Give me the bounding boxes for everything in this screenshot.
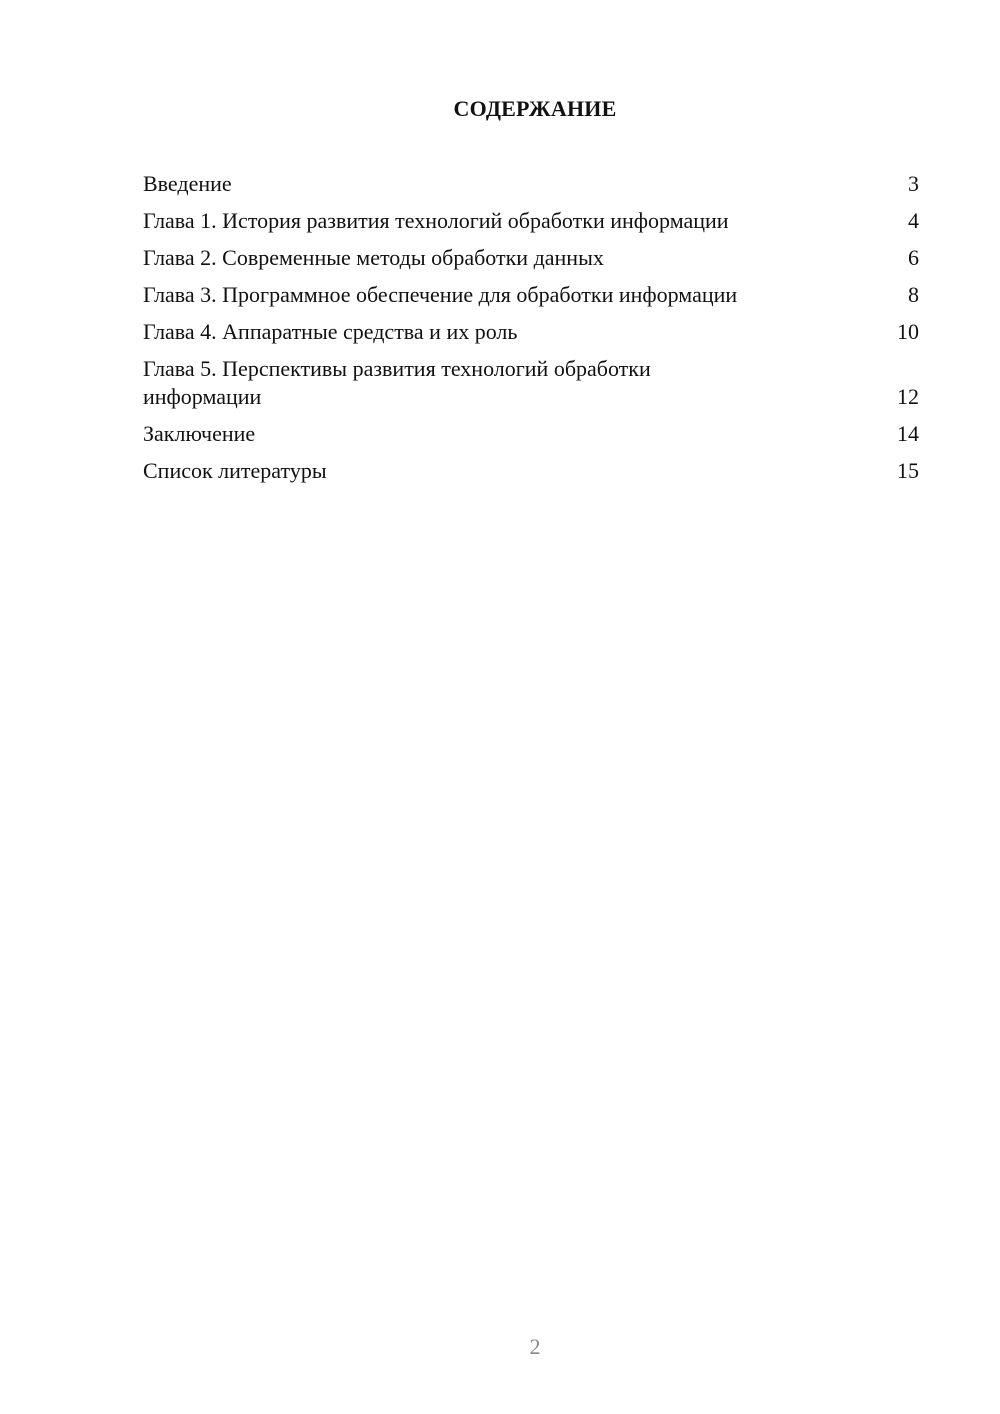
page-number: 2: [529, 1334, 541, 1359]
toc-entry-page: 10: [897, 319, 919, 344]
toc-entry-label: Список литературы: [143, 458, 327, 483]
toc-entry-label: Глава 5. Перспективы развития технологий обработки информации: [143, 356, 651, 409]
toc-entry-chapter-2[interactable]: [143, 244, 919, 272]
toc-entry-label: Глава 1. История развития технологий обработки информации: [143, 208, 729, 233]
toc-entry-label: Заключение: [143, 421, 256, 446]
toc-entry-page: 6: [908, 245, 919, 270]
toc-entry-page: 8: [908, 282, 919, 307]
toc-entry-page: 15: [897, 458, 919, 483]
toc-entry-page: 14: [897, 421, 919, 446]
toc-entry-chapter-5[interactable]: [143, 355, 919, 411]
toc-entry-label: Глава 4. Аппаратные средства и их роль: [143, 319, 518, 344]
toc-entry-chapter-1[interactable]: [143, 207, 919, 235]
toc-entry-page: 3: [908, 171, 919, 196]
toc-entry-chapter-4[interactable]: [143, 318, 919, 346]
toc-entry-page: 4: [908, 208, 919, 233]
toc-entry-page: 12: [897, 384, 919, 409]
toc-entry-label: Введение: [143, 171, 232, 196]
toc-title: СОДЕРЖАНИЕ: [453, 96, 617, 121]
toc-entry-chapter-3[interactable]: [143, 281, 919, 309]
toc-entry-conclusion[interactable]: [143, 420, 919, 448]
toc-entry-label: Глава 3. Программное обеспечение для обработки информации: [143, 282, 738, 307]
table-of-contents: [143, 170, 919, 494]
toc-entry-introduction[interactable]: [143, 170, 919, 198]
toc-entry-references[interactable]: [143, 457, 919, 485]
toc-entry-label: Глава 2. Современные методы обработки данных: [143, 245, 604, 270]
